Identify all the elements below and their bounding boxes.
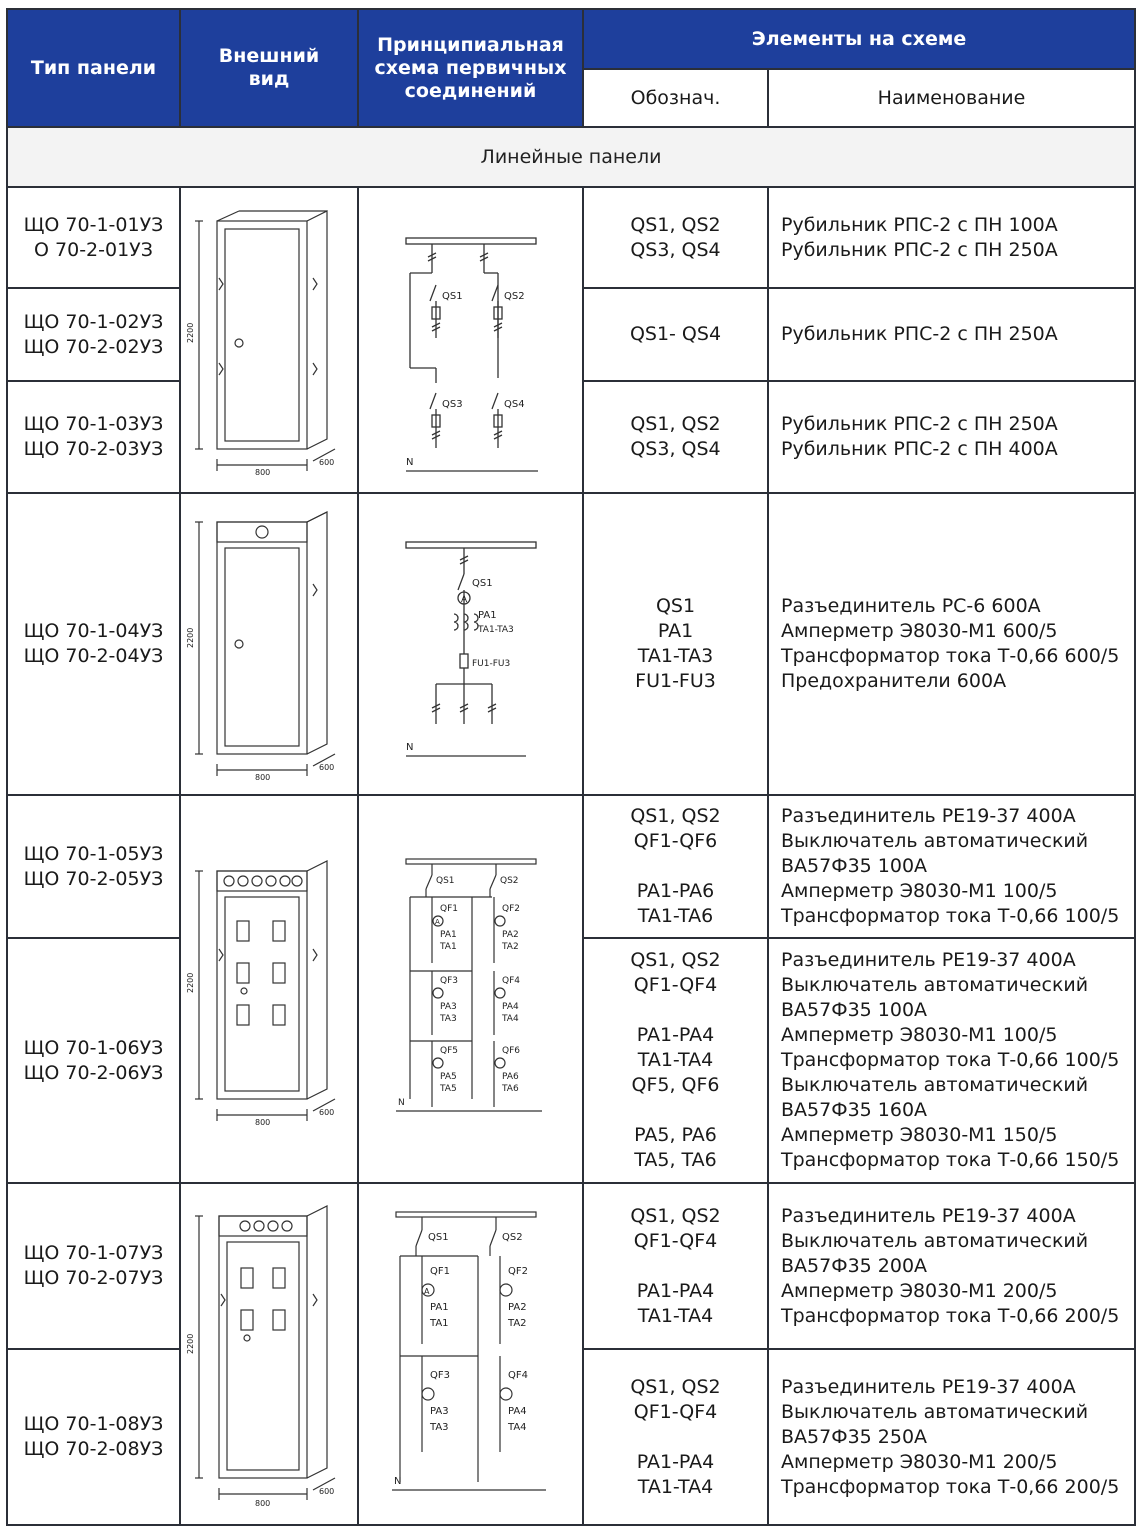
- scheme-label-qs2: QS2: [503, 290, 525, 302]
- element-name-cell: [768, 795, 1135, 938]
- designation-cell: [583, 493, 768, 795]
- scheme-label-neutral: N: [397, 1098, 405, 1108]
- designation-line: QS1, QS2: [630, 949, 721, 971]
- header-name: Наименование: [768, 69, 1135, 127]
- element-name-line: Предохранители 600А: [781, 670, 1007, 692]
- dim-width: 800: [255, 1118, 271, 1127]
- dim-height: 2200: [186, 627, 195, 648]
- panel-type: ЩО 70-1-07УЗ: [23, 1242, 164, 1264]
- designation-line: QS1- QS4: [629, 323, 722, 345]
- designation-spacer: [584, 1425, 767, 1450]
- dim-width: 800: [255, 773, 271, 782]
- scheme-label-ta3: TA3: [429, 1422, 449, 1433]
- panel-type: ЩО 70-1-08УЗ: [23, 1413, 164, 1435]
- cabinet-drawing-cell: [180, 795, 358, 1183]
- panel-type: ЩО 70-2-07УЗ: [23, 1267, 164, 1289]
- panel-type: ЩО 70-1-02УЗ: [23, 310, 164, 333]
- scheme-label-ta6: TA6: [501, 1084, 519, 1094]
- scheme-drawing: [366, 849, 576, 1129]
- scheme-label-qf4: QF4: [507, 1370, 528, 1381]
- header-scheme-line: соединений: [404, 79, 537, 102]
- cabinet-drawing: [186, 504, 349, 784]
- element-name-line: Трансформатор тока Т-0,66 600/5: [781, 645, 1120, 667]
- header-panel-type: [7, 9, 180, 127]
- header-panel-type-text: Тип панели: [30, 56, 157, 79]
- scheme-label-qf2: QF2: [501, 904, 520, 914]
- element-name-line: Амперметр Э8030-М1 150/5: [781, 1124, 1058, 1146]
- panel-type-cell: [7, 381, 180, 493]
- designation-line: PA5, PA6: [634, 1124, 717, 1146]
- dim-height: 2200: [186, 322, 195, 343]
- ammeter-symbol: A: [460, 595, 467, 605]
- scheme-label-neutral: N: [393, 1476, 401, 1487]
- scheme-label-pa1: PA1: [439, 930, 457, 940]
- designation-line: QF1-QF4: [633, 1229, 718, 1252]
- section-title: Линейные панели: [7, 127, 1135, 187]
- dim-depth: 600: [319, 1108, 335, 1117]
- panel-type-cell: [7, 795, 180, 938]
- element-name-line: Трансформатор тока Т-0,66 150/5: [781, 1149, 1120, 1171]
- panel-type: ЩО 70-1-06УЗ: [23, 1036, 164, 1059]
- scheme-drawing: [366, 504, 576, 784]
- scheme-label-ta1: TA1: [429, 1318, 449, 1329]
- scheme-drawing-cell: [358, 187, 583, 493]
- element-name-line: Разъединитель РЕ19-37 400А: [781, 1375, 1076, 1398]
- designation-line: QS3, QS4: [630, 438, 721, 460]
- scheme-drawing-cell: [358, 795, 583, 1183]
- dim-depth: 600: [319, 457, 335, 467]
- header-scheme-line: Принципиальная: [377, 33, 564, 56]
- element-name-line: Трансформатор тока Т-0,66 200/5: [781, 1304, 1120, 1327]
- scheme-label-qf3: QF3: [429, 1370, 450, 1381]
- designation-cell: [583, 938, 768, 1183]
- element-name-cell: [768, 381, 1135, 493]
- panel-type: ЩО 70-2-05УЗ: [23, 867, 164, 890]
- panel-type-cell: [7, 938, 180, 1183]
- scheme-label-pa5: PA5: [439, 1072, 457, 1082]
- scheme-label-qf3: QF3: [439, 976, 458, 986]
- scheme-drawing: [366, 1194, 576, 1514]
- header-scheme: [358, 9, 583, 127]
- scheme-label-qf6: QF6: [501, 1046, 520, 1056]
- designation-line: TA1-TA6: [637, 905, 714, 927]
- panel-spec-table: [6, 8, 1136, 1526]
- designation-line: PA1-PA6: [636, 880, 715, 902]
- scheme-drawing: [366, 203, 576, 478]
- scheme-label-ta4: TA4: [501, 1014, 519, 1024]
- scheme-label-qf1: QF1: [429, 1266, 450, 1277]
- designation-spacer: [584, 1098, 767, 1123]
- designation-spacer: [584, 1254, 767, 1279]
- cabinet-drawing-cell: [180, 187, 358, 493]
- cabinet-drawing-cell: [180, 493, 358, 795]
- element-name-line: Рубильник РПС-2 с ПН 250А: [781, 413, 1058, 435]
- designation-line: QS1, QS2: [630, 413, 721, 435]
- designation-line: FU1-FU3: [635, 670, 716, 692]
- designation-line: TA1-TA4: [637, 1304, 714, 1327]
- panel-type: ЩО 70-2-04УЗ: [23, 645, 164, 667]
- designation-spacer: [584, 854, 767, 879]
- panel-type: ЩО 70-1-04УЗ: [23, 620, 164, 642]
- scheme-label-pa4: PA4: [507, 1406, 527, 1417]
- designation-line: PA1: [657, 620, 694, 642]
- scheme-label-ta1: TA1: [439, 942, 457, 952]
- scheme-label-pa1: PA1: [477, 610, 497, 621]
- designation-line: TA1-TA4: [637, 1049, 714, 1071]
- element-name-line: Выключатель автоматический: [781, 1229, 1089, 1252]
- scheme-label-qs1: QS1: [427, 1232, 449, 1243]
- panel-type: ЩО 70-2-02УЗ: [23, 335, 164, 358]
- element-name-line: ВА57Ф35 100А: [781, 999, 928, 1021]
- element-name-line: Разъединитель РЕ19-37 400А: [781, 1204, 1076, 1227]
- dim-width: 800: [255, 467, 271, 477]
- panel-type-cell: [7, 288, 180, 381]
- designation-cell: [583, 795, 768, 938]
- designation-line: PA1-PA4: [636, 1024, 715, 1046]
- designation-line: QS1, QS2: [630, 1204, 721, 1227]
- header-designation: Обознач.: [583, 69, 768, 127]
- element-name-line: Разъединитель РЕ19-37 400А: [781, 805, 1076, 827]
- cabinet-drawing: [186, 203, 349, 478]
- scheme-label-pa4: PA4: [501, 1002, 519, 1012]
- element-name-cell: [768, 1183, 1135, 1349]
- scheme-label-pa1: PA1: [429, 1302, 449, 1313]
- element-name-line: Разъединитель РС-6 600А: [781, 595, 1041, 617]
- scheme-label-pa3: PA3: [439, 1002, 457, 1012]
- element-name-line: ВА57Ф35 250А: [781, 1425, 928, 1448]
- element-name-line: Рубильник РПС-2 с ПН 100А: [781, 213, 1058, 236]
- scheme-drawing-cell: [358, 493, 583, 795]
- designation-cell: [583, 1349, 768, 1525]
- element-name-line: Выключатель автоматический: [781, 830, 1089, 852]
- element-name-line: Рубильник РПС-2 с ПН 250А: [781, 323, 1058, 345]
- panel-type: О 70-2-01УЗ: [34, 238, 153, 261]
- scheme-label-ta5: TA5: [439, 1084, 457, 1094]
- scheme-label-qs2: QS2: [501, 1232, 523, 1243]
- designation-line: PA1-PA4: [636, 1279, 715, 1302]
- cabinet-drawing-cell: [180, 1183, 358, 1525]
- scheme-label-ta4: TA4: [507, 1422, 527, 1433]
- scheme-label-ta: TA1-TA3: [477, 625, 514, 635]
- element-name-line: Рубильник РПС-2 с ПН 250А: [781, 238, 1058, 261]
- designation-line: TA5, TA6: [634, 1149, 717, 1171]
- scheme-label-neutral: N: [405, 742, 413, 753]
- scheme-label-ta2: TA2: [501, 942, 519, 952]
- designation-cell: [583, 288, 768, 381]
- dim-height: 2200: [186, 1333, 195, 1354]
- designation-line: QF1-QF6: [633, 830, 718, 852]
- scheme-label-qf4: QF4: [501, 976, 520, 986]
- designation-cell: [583, 187, 768, 288]
- designation-spacer: [584, 998, 767, 1023]
- element-name-line: ВА57Ф35 200А: [781, 1254, 928, 1277]
- element-name-line: Выключатель автоматический: [781, 974, 1089, 996]
- element-name-line: Амперметр Э8030-М1 600/5: [781, 620, 1058, 642]
- designation-line: QF1-QF4: [633, 1400, 718, 1423]
- panel-type-cell: [7, 187, 180, 288]
- dim-depth: 600: [319, 763, 335, 772]
- element-name-cell: [768, 1349, 1135, 1525]
- element-name-line: Амперметр Э8030-М1 100/5: [781, 1024, 1058, 1046]
- scheme-label-neutral: N: [405, 456, 413, 468]
- scheme-drawing-cell: [358, 1183, 583, 1525]
- panel-type: ЩО 70-1-01УЗ: [23, 213, 164, 236]
- cabinet-drawing: [186, 849, 349, 1129]
- scheme-label-qs1: QS1: [441, 290, 463, 302]
- dim-height: 2200: [186, 972, 195, 993]
- scheme-label-qs1: QS1: [435, 876, 455, 886]
- element-name-line: Разъединитель РЕ19-37 400А: [781, 949, 1076, 971]
- panel-type: ЩО 70-2-06УЗ: [23, 1061, 164, 1084]
- panel-type: ЩО 70-2-08УЗ: [23, 1438, 164, 1460]
- dim-width: 800: [255, 1499, 271, 1508]
- ammeter-symbol: A: [423, 1287, 429, 1296]
- scheme-label-fu: FU1-FU3: [471, 659, 510, 669]
- element-name-line: Амперметр Э8030-М1 200/5: [781, 1279, 1058, 1302]
- element-name-cell: [768, 493, 1135, 795]
- designation-line: QS1, QS2: [630, 1375, 721, 1398]
- designation-line: QS1: [655, 595, 696, 617]
- scheme-label-qs4: QS4: [503, 398, 525, 410]
- header-appearance-line: вид: [248, 68, 290, 90]
- element-name-line: Выключатель автоматический: [781, 1400, 1089, 1423]
- scheme-label-pa2: PA2: [501, 930, 519, 940]
- element-name-line: Амперметр Э8030-М1 200/5: [781, 1450, 1058, 1473]
- panel-type: ЩО 70-1-05УЗ: [23, 842, 164, 865]
- designation-cell: [583, 381, 768, 493]
- ammeter-symbol: A: [434, 918, 440, 926]
- scheme-label-qs1: QS1: [471, 578, 493, 589]
- panel-type-cell: [7, 1183, 180, 1349]
- designation-line: QS3, QS4: [630, 238, 721, 261]
- scheme-label-pa2: PA2: [507, 1302, 527, 1313]
- designation-line: PA1-PA4: [636, 1450, 715, 1473]
- scheme-label-qs3: QS3: [441, 398, 463, 410]
- element-name-cell: [768, 187, 1135, 288]
- designation-line: TA1-TA4: [637, 1475, 714, 1498]
- element-name-line: ВА57Ф35 100А: [781, 855, 928, 877]
- dim-depth: 600: [319, 1487, 335, 1496]
- designation-line: QF1-QF4: [633, 974, 718, 996]
- panel-type: ЩО 70-2-03УЗ: [23, 438, 164, 460]
- scheme-label-qf1: QF1: [439, 904, 458, 914]
- panel-type: ЩО 70-1-03УЗ: [23, 413, 164, 435]
- scheme-label-qs2: QS2: [499, 876, 519, 886]
- scheme-label-ta3: TA3: [439, 1014, 457, 1024]
- element-name-cell: [768, 938, 1135, 1183]
- scheme-label-pa3: PA3: [429, 1406, 449, 1417]
- element-name-cell: [768, 288, 1135, 381]
- header-scheme-line: схема первичных: [374, 56, 567, 79]
- designation-line: QF5, QF6: [631, 1074, 720, 1096]
- panel-type-cell: [7, 1349, 180, 1525]
- header-appearance-line: Внешний: [218, 45, 320, 67]
- designation-line: QS1, QS2: [630, 805, 721, 827]
- designation-line: QS1, QS2: [630, 213, 721, 236]
- scheme-label-pa6: PA6: [501, 1072, 519, 1082]
- panel-type-cell: [7, 493, 180, 795]
- element-name-line: Трансформатор тока Т-0,66 100/5: [781, 1049, 1120, 1071]
- designation-cell: [583, 1183, 768, 1349]
- header-appearance: [180, 9, 358, 127]
- element-name-line: ВА57Ф35 160А: [781, 1099, 928, 1121]
- scheme-label-qf2: QF2: [507, 1266, 528, 1277]
- element-name-line: Трансформатор тока Т-0,66 200/5: [781, 1475, 1120, 1498]
- element-name-line: Трансформатор тока Т-0,66 100/5: [781, 905, 1120, 927]
- scheme-label-ta2: TA2: [507, 1318, 527, 1329]
- header-elements: Элементы на схеме: [583, 9, 1135, 69]
- element-name-line: Выключатель автоматический: [781, 1074, 1089, 1096]
- element-name-line: Рубильник РПС-2 с ПН 400А: [781, 438, 1058, 460]
- cabinet-drawing: [186, 1194, 349, 1514]
- element-name-line: Амперметр Э8030-М1 100/5: [781, 880, 1058, 902]
- panel-spec-sheet: [6, 8, 1134, 1530]
- scheme-label-qf5: QF5: [439, 1046, 458, 1056]
- designation-line: TA1-TA3: [637, 645, 714, 667]
